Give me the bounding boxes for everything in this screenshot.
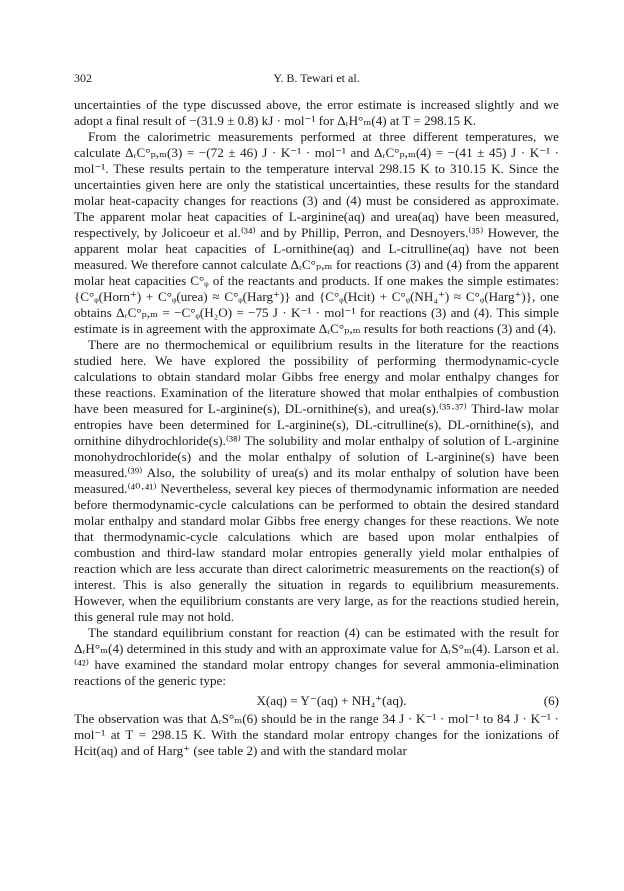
article-body xyxy=(74,97,559,759)
paragraph-heat-capacity: From the calorimetric measurements performed at three different temperatures, we calculate ΔᵣC°ₚ,ₘ(3) = −(72 ± 46) J · K⁻¹ · mol⁻¹ and ΔᵣC°ₚ,ₘ(4) = −(41 ± 45) J · K⁻¹ · mol⁻¹. These results pertain to the temperature interval 298.15 K to 310.15 K. Since the uncertainties given here are only the statistical uncertainties, these results for the standard molar heat-capacity changes for reactions (3) and (4) must be considered as approximate. The apparent molar heat capacities of L-arginine(aq) and urea(aq) have been measured, respectively, by Jolicoeur et al.⁽³⁴⁾ and by Phillip, Perron, and Desnoyers.⁽³⁵⁾ However, the apparent molar heat capacities of L-ornithine(aq) and L-citrulline(aq) have not been measured. We therefore cannot calculate ΔᵣC°ₚ,ₘ for reactions (3) and (4) from the apparent molar heat capacities C°ᵩ of the reactants and products. If one makes the simple estimates: {C°ᵩ(Horn⁺) + C°ᵩ(urea) ≈ C°ᵩ(Harg⁺)} and {C°ᵩ(Hcit) + C°ᵩ(NH₄⁺) ≈ C°ᵩ(Harg⁺)}, one obtains ΔᵣC°ₚ,ₘ = −C°ᵩ(H₂O) = −75 J · K⁻¹ · mol⁻¹ for reactions (3) and (4). This simple estimate is in agreement with the approximate ΔᵣC°ₚ,ₘ results for both reactions (3) and (4). xyxy=(74,129,559,336)
paragraph-observation: The observation was that ΔᵣS°ₘ(6) should be in the range 34 J · K⁻¹ · mol⁻¹ to 84 J · K⁻¹ · mol⁻¹ at T = 298.15 K. With the standard molar entropy changes for the ionizations of Hcit(aq) and of Harg⁺ (see table 2) and with the standard molar xyxy=(74,711,559,758)
running-title: Y. B. Tewari et al. xyxy=(273,71,360,85)
equation-number: (6) xyxy=(543,693,559,708)
paragraph-continuation: uncertainties of the type discussed above, the error estimate is increased slightly and we adopt a final result of −(31.9 ± 0.8) kJ · mol⁻¹ for ΔᵣH°ₘ(4) at T = 298.15 K. xyxy=(74,97,559,128)
page-number: 302 xyxy=(74,71,92,85)
paragraph-equilibrium-constant: The standard equilibrium constant for reaction (4) can be estimated with the result for ΔᵣH°ₘ(4) determined in this study and with an approximate value for ΔᵣS°ₘ(4). Larson et al.⁽⁴²⁾ have examined the standard molar entropy changes for several ammonia-elimination reactions of the generic type: xyxy=(74,625,559,688)
equation-6 xyxy=(74,693,559,709)
equation-expression: X(aq) = Y⁻(aq) + NH₄⁺(aq). xyxy=(256,693,407,708)
paragraph-literature: There are no thermochemical or equilibrium results in the literature for the reactions studied here. We have explored the possibility of performing thermodynamic-cycle calculations to obtain standard molar Gibbs free energy and molar enthalpy changes for these reactions. Examination of the literature showed that molar enthalpies of combustion have been measured for L-arginine(s), DL-ornithine(s), and urea(s).⁽³⁵·³⁷⁾ Third-law molar entropies have been determined for L-arginine(s), DL-citrulline(s), DL-ornithine(s), and ornithine dihydrochloride(s).⁽³⁸⁾ The solubility and molar enthalpy of solution of L-arginine monohydrochloride(s) and the molar enthalpy of solution of L-arginine(s) have been measured.⁽³⁹⁾ Also, the solubility of urea(s) and its molar enthalpy of solution have been measured.⁽⁴⁰·⁴¹⁾ Nevertheless, several key pieces of thermodynamic information are needed before thermodynamic-cycle calculations can be performed to obtain the desired standard molar enthalpy and standard molar Gibbs free energy changes for these reactions. We note that thermodynamic-cycle calculations which are based upon molar enthalpies of combustion and third-law standard molar entropies generally yield molar enthalpies of reaction which are less accurate than direct calorimetric measurements on the reaction(s) of interest. This is also generally the situation in regards to equilibrium measurements. However, when the equilibrium constants are very large, as for the reactions studied herein, this general rule may not hold. xyxy=(74,337,559,624)
page-header xyxy=(74,71,559,87)
